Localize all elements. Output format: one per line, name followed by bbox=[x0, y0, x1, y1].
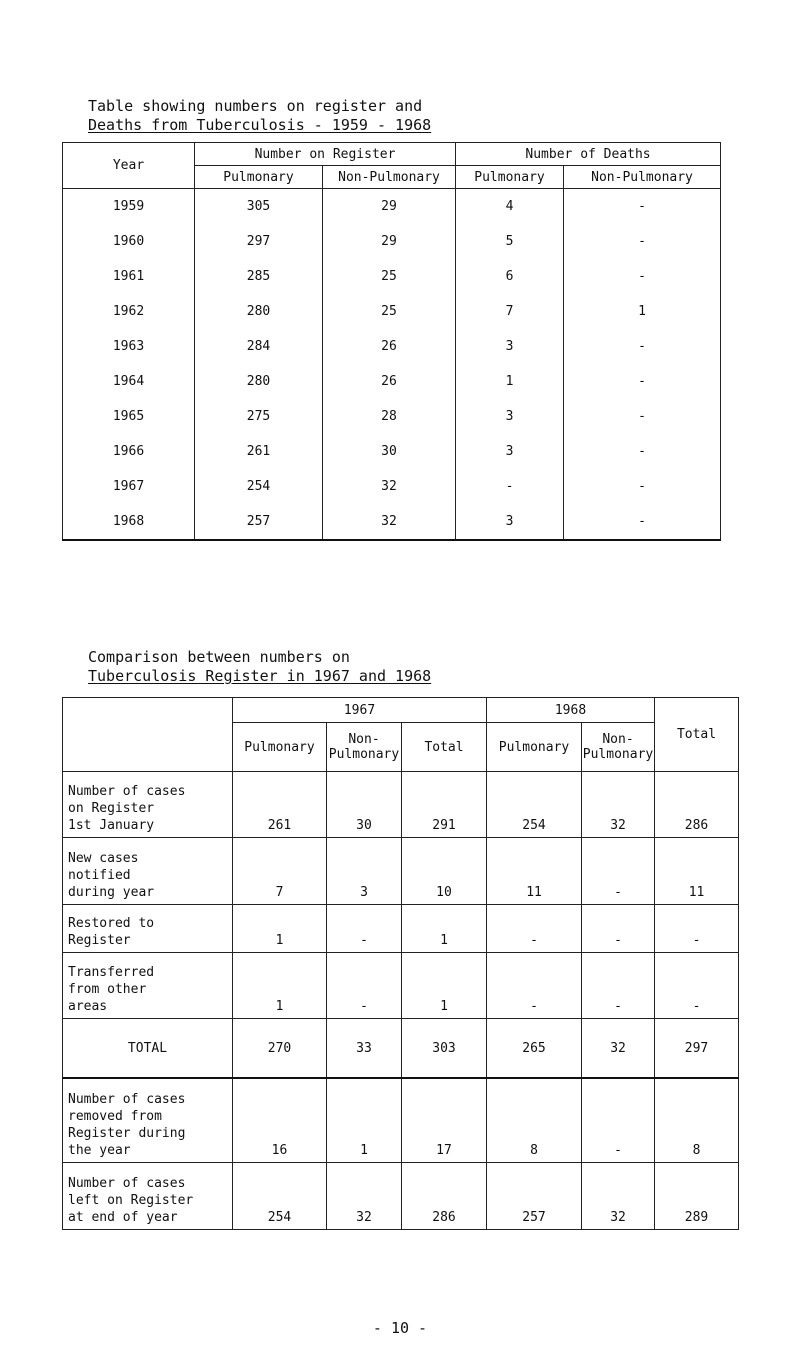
value-cell: 11 bbox=[487, 838, 582, 905]
value-cell: - bbox=[655, 905, 739, 953]
reg-pulmonary-cell: 305 bbox=[195, 189, 323, 225]
value-cell: 1 bbox=[402, 953, 487, 1019]
value-cell: - bbox=[487, 905, 582, 953]
register-deaths-table bbox=[62, 142, 721, 541]
reg-non-pulmonary-cell: 26 bbox=[323, 364, 456, 399]
row-label bbox=[63, 1163, 233, 1230]
value-cell: 8 bbox=[487, 1078, 582, 1163]
value-cell: - bbox=[327, 953, 402, 1019]
deaths-pulmonary-cell: 5 bbox=[456, 224, 564, 259]
reg-pulmonary-cell: 275 bbox=[195, 399, 323, 434]
sub-header-deaths-non-pulmonary: Non-Pulmonary bbox=[564, 166, 721, 189]
row-label-line: Restored to bbox=[68, 916, 155, 931]
sub-header-reg-pulmonary: Pulmonary bbox=[195, 166, 323, 189]
value-cell: 32 bbox=[582, 1019, 655, 1079]
row-label bbox=[63, 953, 233, 1019]
row-label-line: from other bbox=[68, 982, 147, 997]
year-1967-header: 1967 bbox=[233, 698, 487, 723]
reg-non-pulmonary-cell: 32 bbox=[323, 504, 456, 540]
value-cell: 1 bbox=[233, 905, 327, 953]
deaths-pulmonary-cell: 7 bbox=[456, 294, 564, 329]
deaths-non-pulmonary-cell: - bbox=[564, 329, 721, 364]
row-label-line: Transferred bbox=[68, 965, 155, 980]
value-cell: - bbox=[582, 1078, 655, 1163]
reg-pulmonary-cell: 280 bbox=[195, 364, 323, 399]
value-cell: - bbox=[487, 953, 582, 1019]
reg-non-pulmonary-cell: 29 bbox=[323, 224, 456, 259]
reg-pulmonary-cell: 297 bbox=[195, 224, 323, 259]
row-label bbox=[63, 772, 233, 838]
deaths-pulmonary-cell: 1 bbox=[456, 364, 564, 399]
value-cell: 1 bbox=[233, 953, 327, 1019]
value-cell: 1 bbox=[402, 905, 487, 953]
reg-pulmonary-cell: 280 bbox=[195, 294, 323, 329]
value-cell: 286 bbox=[655, 772, 739, 838]
value-cell: 254 bbox=[233, 1163, 327, 1230]
year-cell: 1961 bbox=[63, 259, 195, 294]
reg-pulmonary-cell: 257 bbox=[195, 504, 323, 540]
value-cell: 265 bbox=[487, 1019, 582, 1079]
table-row bbox=[63, 504, 721, 540]
value-cell: 17 bbox=[402, 1078, 487, 1163]
year-cell: 1964 bbox=[63, 364, 195, 399]
value-cell: - bbox=[655, 953, 739, 1019]
row-label bbox=[63, 905, 233, 953]
row-label-line: at end of year bbox=[68, 1210, 178, 1225]
row-label-line: left on Register bbox=[68, 1193, 194, 1208]
deaths-non-pulmonary-cell: - bbox=[564, 224, 721, 259]
value-cell: 270 bbox=[233, 1019, 327, 1079]
register-header: Number on Register bbox=[195, 143, 456, 166]
table-row bbox=[63, 364, 721, 399]
value-cell: 286 bbox=[402, 1163, 487, 1230]
table-row bbox=[63, 1078, 739, 1163]
reg-non-pulmonary-cell: 28 bbox=[323, 399, 456, 434]
value-cell: 32 bbox=[582, 772, 655, 838]
row-label-line: Register during bbox=[68, 1126, 186, 1141]
value-cell: 33 bbox=[327, 1019, 402, 1079]
value-cell: 1 bbox=[327, 1078, 402, 1163]
year-cell: 1962 bbox=[63, 294, 195, 329]
value-cell: 297 bbox=[655, 1019, 739, 1079]
value-cell: 303 bbox=[402, 1019, 487, 1079]
corner-header bbox=[63, 698, 233, 772]
reg-pulmonary-cell: 285 bbox=[195, 259, 323, 294]
deaths-non-pulmonary-cell: 1 bbox=[564, 294, 721, 329]
table2-title bbox=[88, 648, 431, 686]
year-cell: 1963 bbox=[63, 329, 195, 364]
value-cell: 10 bbox=[402, 838, 487, 905]
deaths-pulmonary-cell: 3 bbox=[456, 434, 564, 469]
non-pulmonary-1967-header bbox=[327, 723, 402, 772]
non-label: Non- bbox=[348, 732, 380, 747]
year-cell: 1960 bbox=[63, 224, 195, 259]
non-label: Non- bbox=[602, 732, 634, 747]
deaths-pulmonary-cell: 6 bbox=[456, 259, 564, 294]
reg-pulmonary-cell: 284 bbox=[195, 329, 323, 364]
row-label-line: Number of cases bbox=[68, 1092, 186, 1107]
value-cell: 8 bbox=[655, 1078, 739, 1163]
value-cell: 16 bbox=[233, 1078, 327, 1163]
row-label-line: notified bbox=[68, 868, 131, 883]
year-cell: 1967 bbox=[63, 469, 195, 504]
table-row bbox=[63, 189, 721, 225]
deaths-pulmonary-cell: 3 bbox=[456, 329, 564, 364]
pulmonary-label: Pulmonary bbox=[582, 747, 654, 762]
reg-pulmonary-cell: 254 bbox=[195, 469, 323, 504]
year-cell: 1966 bbox=[63, 434, 195, 469]
table-row bbox=[63, 259, 721, 294]
reg-non-pulmonary-cell: 25 bbox=[323, 294, 456, 329]
total-1967-header: Total bbox=[402, 723, 487, 772]
table-row bbox=[63, 434, 721, 469]
reg-non-pulmonary-cell: 32 bbox=[323, 469, 456, 504]
table-row bbox=[63, 905, 739, 953]
table-row bbox=[63, 772, 739, 838]
value-cell: - bbox=[327, 905, 402, 953]
value-cell: - bbox=[582, 905, 655, 953]
reg-non-pulmonary-cell: 25 bbox=[323, 259, 456, 294]
deaths-header: Number of Deaths bbox=[456, 143, 721, 166]
value-cell: - bbox=[582, 953, 655, 1019]
deaths-pulmonary-cell: 3 bbox=[456, 504, 564, 540]
table1-title-line2: Deaths from Tuberculosis - 1959 - 1968 bbox=[88, 116, 432, 134]
row-label bbox=[63, 838, 233, 905]
value-cell: 3 bbox=[327, 838, 402, 905]
table1-title bbox=[88, 97, 431, 135]
deaths-non-pulmonary-cell: - bbox=[564, 364, 721, 399]
value-cell: 257 bbox=[487, 1163, 582, 1230]
row-label-line: areas bbox=[68, 999, 108, 1014]
pulmonary-1968-header: Pulmonary bbox=[487, 723, 582, 772]
row-label-line: during year bbox=[68, 885, 155, 900]
value-cell: 30 bbox=[327, 772, 402, 838]
table2-title-line1: Comparison between numbers on bbox=[88, 648, 350, 666]
sub-header-deaths-pulmonary: Pulmonary bbox=[456, 166, 564, 189]
year-cell: 1959 bbox=[63, 189, 195, 225]
value-cell: 32 bbox=[327, 1163, 402, 1230]
table-row-total bbox=[63, 1019, 739, 1079]
deaths-non-pulmonary-cell: - bbox=[564, 259, 721, 294]
table-row bbox=[63, 399, 721, 434]
row-label-line: the year bbox=[68, 1143, 131, 1158]
value-cell: 291 bbox=[402, 772, 487, 838]
deaths-pulmonary-cell: 3 bbox=[456, 399, 564, 434]
value-cell: 289 bbox=[655, 1163, 739, 1230]
reg-pulmonary-cell: 261 bbox=[195, 434, 323, 469]
table-row bbox=[63, 294, 721, 329]
pulmonary-1967-header: Pulmonary bbox=[233, 723, 327, 772]
pulmonary-label: Pulmonary bbox=[328, 747, 400, 762]
row-label-line: Register bbox=[68, 933, 131, 948]
table-row bbox=[63, 1163, 739, 1230]
table-row bbox=[63, 838, 739, 905]
year-header: Year bbox=[63, 143, 195, 189]
reg-non-pulmonary-cell: 30 bbox=[323, 434, 456, 469]
deaths-pulmonary-cell: 4 bbox=[456, 189, 564, 225]
deaths-non-pulmonary-cell: - bbox=[564, 399, 721, 434]
row-label bbox=[63, 1078, 233, 1163]
year-cell: 1965 bbox=[63, 399, 195, 434]
non-pulmonary-1968-header bbox=[582, 723, 655, 772]
row-label-line: Number of cases bbox=[68, 784, 186, 799]
value-cell: 7 bbox=[233, 838, 327, 905]
page-number: - 10 - bbox=[372, 1319, 428, 1337]
row-label-line: 1st January bbox=[68, 818, 155, 833]
deaths-non-pulmonary-cell: - bbox=[564, 504, 721, 540]
deaths-non-pulmonary-cell: - bbox=[564, 469, 721, 504]
value-cell: 261 bbox=[233, 772, 327, 838]
total-1968-header: Total bbox=[655, 698, 739, 772]
value-cell: 11 bbox=[655, 838, 739, 905]
row-label-line: on Register bbox=[68, 801, 155, 816]
deaths-non-pulmonary-cell: - bbox=[564, 434, 721, 469]
row-label-line: New cases bbox=[68, 851, 139, 866]
sub-header-reg-non-pulmonary: Non-Pulmonary bbox=[323, 166, 456, 189]
value-cell: 32 bbox=[582, 1163, 655, 1230]
deaths-non-pulmonary-cell: - bbox=[564, 189, 721, 225]
table-row bbox=[63, 469, 721, 504]
table-row bbox=[63, 329, 721, 364]
table1-title-line1: Table showing numbers on register and bbox=[88, 97, 423, 115]
row-label-line: removed from bbox=[68, 1109, 162, 1124]
value-cell: - bbox=[582, 838, 655, 905]
deaths-pulmonary-cell: - bbox=[456, 469, 564, 504]
table-row bbox=[63, 224, 721, 259]
register-comparison-table bbox=[62, 697, 739, 1230]
reg-non-pulmonary-cell: 29 bbox=[323, 189, 456, 225]
year-1968-header: 1968 bbox=[487, 698, 655, 723]
reg-non-pulmonary-cell: 26 bbox=[323, 329, 456, 364]
row-label: TOTAL bbox=[63, 1019, 233, 1079]
row-label-line: Number of cases bbox=[68, 1176, 186, 1191]
table2-title-line2: Tuberculosis Register in 1967 and 1968 bbox=[88, 667, 432, 685]
table-row bbox=[63, 953, 739, 1019]
year-cell: 1968 bbox=[63, 504, 195, 540]
value-cell: 254 bbox=[487, 772, 582, 838]
